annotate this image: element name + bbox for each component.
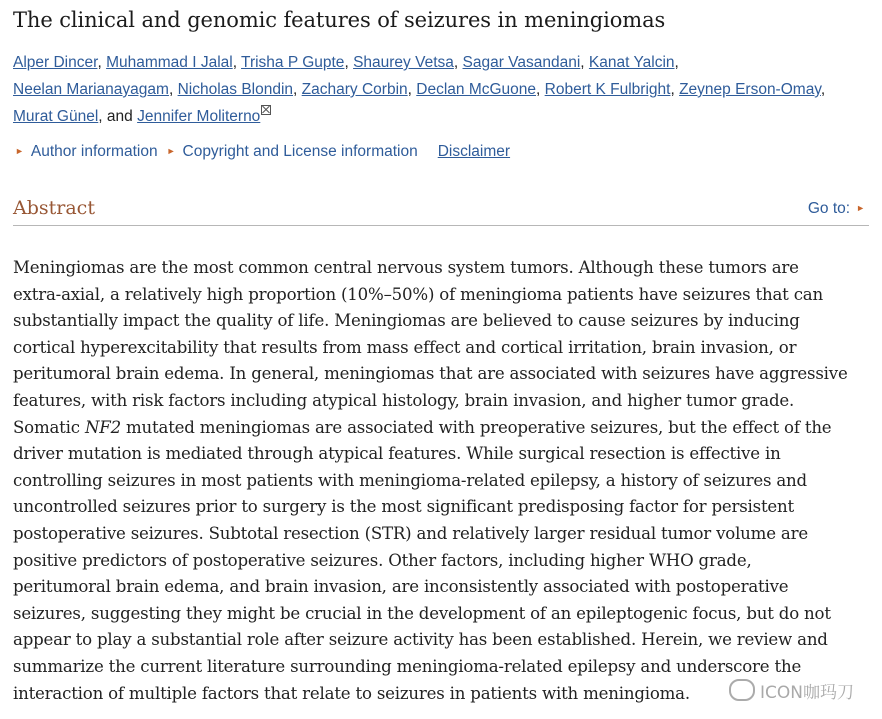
watermark-text: ICON咖玛刀 bbox=[760, 683, 854, 703]
abstract-line: postoperative seizures. Subtotal resection (STR) and relatively larger residual tumor volume are bbox=[13, 523, 808, 543]
author-list bbox=[13, 49, 869, 130]
author-link[interactable]: Sagar Vasandani bbox=[462, 54, 581, 71]
abstract-line: appear to play a substantial role after seizure activity has been established. Herein, we review and bbox=[13, 630, 828, 650]
goto-menu[interactable] bbox=[808, 200, 865, 218]
abstract-line: driver mutation is mediated through atypical features. While surgical resection is effective in bbox=[13, 444, 781, 464]
author-link[interactable]: Declan McGuone bbox=[416, 81, 537, 98]
gene-name: NF2 bbox=[84, 417, 121, 437]
author-line-3: Murat Günel, and Jennifer Moliterno bbox=[13, 103, 869, 130]
authors-and: and bbox=[106, 108, 133, 125]
info-bar bbox=[13, 143, 510, 161]
abstract-header bbox=[13, 197, 869, 226]
author-link[interactable]: Nicholas Blondin bbox=[177, 81, 294, 98]
copyright-license-toggle[interactable]: Copyright and License information bbox=[182, 143, 418, 160]
author-link[interactable]: Jennifer Moliterno bbox=[137, 108, 261, 125]
wechat-icon bbox=[729, 679, 755, 701]
abstract-line-rest: mutated meningiomas are associated with preoperative seizures, but the effect of the bbox=[126, 417, 832, 437]
author-link[interactable]: Murat Günel bbox=[13, 108, 99, 125]
abstract-line: interaction of multiple factors that relate to seizures in patients with meningioma. bbox=[13, 683, 690, 703]
author-information-toggle[interactable]: Author information bbox=[30, 143, 158, 160]
author-link[interactable]: Trisha P Gupte bbox=[241, 54, 345, 71]
abstract-line: cortical hyperexcitability that results from mass effect and cortical irritation, brain invasion, or bbox=[13, 337, 797, 357]
author-link[interactable]: Robert K Fulbright bbox=[544, 81, 671, 98]
expand-arrow-icon: ► bbox=[15, 146, 24, 156]
goto-label[interactable]: Go to: bbox=[807, 200, 851, 217]
author-link[interactable]: Shaurey Vetsa bbox=[353, 54, 454, 71]
author-link[interactable]: Kanat Yalcin bbox=[588, 54, 675, 71]
abstract-line: Meningiomas are the most common central nervous system tumors. Although these tumors are bbox=[13, 258, 799, 277]
author-link[interactable]: Zeynep Erson-Omay bbox=[679, 81, 821, 98]
author-link[interactable]: Neelan Marianayagam bbox=[13, 81, 169, 98]
section-heading: Abstract bbox=[13, 197, 95, 219]
expand-arrow-icon: ► bbox=[166, 146, 176, 156]
page-title: The clinical and genomic features of seizures in meningiomas bbox=[13, 8, 666, 32]
author-line-1: Alper Dincer, Muhammad I Jalal, Trisha P Gupte, Shaurey Vetsa, Sagar Vasandani, Kanat Yalcin, bbox=[13, 54, 679, 71]
abstract-line: substantially impact the quality of life. Meningiomas are believed to cause seizures by inducing bbox=[13, 311, 800, 331]
abstract-line: peritumoral brain edema. In general, meningiomas that are associated with seizures have aggressive bbox=[13, 364, 848, 384]
abstract-line: uncontrolled seizures prior to surgery is the most significant predisposing factor for persistent bbox=[13, 497, 794, 517]
disclaimer-link[interactable]: Disclaimer bbox=[437, 143, 511, 160]
abstract-line: features, with risk factors including atypical histology, brain invasion, and higher tumor grade. bbox=[13, 390, 795, 410]
watermark bbox=[729, 676, 854, 703]
author-link[interactable]: Muhammad I Jalal bbox=[106, 54, 233, 71]
somatic-word: Somatic bbox=[13, 417, 80, 437]
author-link[interactable]: Alper Dincer bbox=[13, 54, 98, 71]
abstract-line: controlling seizures in most patients with meningioma-related epilepsy, a history of seizures and bbox=[13, 470, 807, 490]
email-icon[interactable] bbox=[261, 105, 271, 115]
abstract-line: positive predictors of postoperative seizures. Other factors, including higher WHO grade, bbox=[13, 550, 752, 570]
author-link[interactable]: Zachary Corbin bbox=[301, 81, 408, 98]
abstract-body bbox=[13, 255, 873, 707]
abstract-line: seizures, suggesting they might be crucial in the development of an epileptogenic focus, but do not bbox=[13, 603, 831, 623]
expand-arrow-icon: ► bbox=[856, 203, 865, 213]
abstract-line: extra-axial, a relatively high proportion (10%–50%) of meningioma patients have seizures that can bbox=[13, 284, 823, 304]
abstract-line: peritumoral brain edema, and brain invasion, are inconsistently associated with postoperative bbox=[13, 577, 789, 597]
abstract-line bbox=[13, 415, 873, 442]
abstract-line: summarize the current literature surrounding meningioma-related epilepsy and underscore the bbox=[13, 656, 802, 676]
author-line-2: Neelan Marianayagam, Nicholas Blondin, Zachary Corbin, Declan McGuone, Robert K Fulbright, Zeynep Erson-Omay, bbox=[13, 81, 826, 98]
